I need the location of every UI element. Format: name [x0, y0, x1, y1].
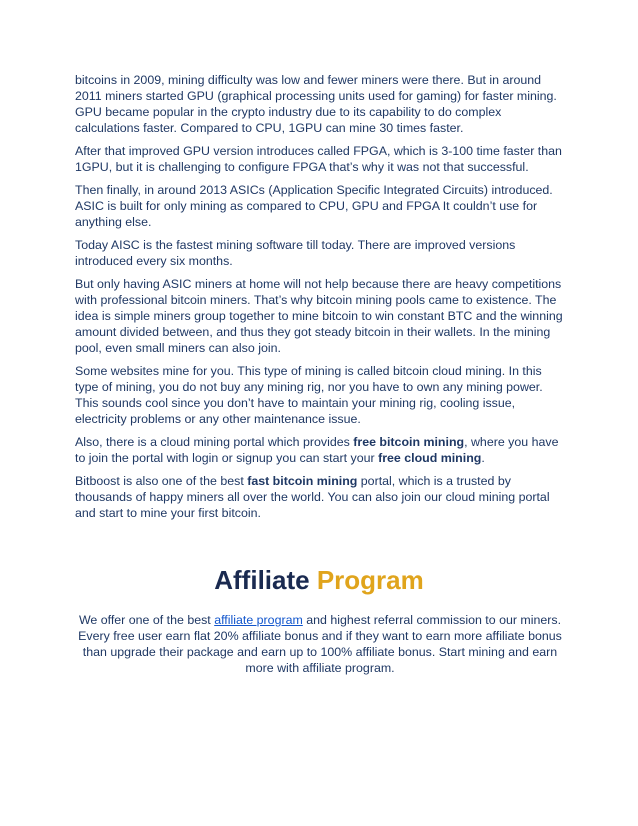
text-segment: . — [481, 451, 485, 465]
text-segment: and highest referral commission to our miners. Every free user earn flat 20% affiliate bonus and if they want to earn more affiliate bonus than upgrade their package and earn up to 100% affiliate bonus. Start mining and earn more with affiliate program. — [78, 613, 562, 675]
paragraph-mining-pools: But only having ASIC miners at home will not help because there are heavy competitions with professional bitcoin miners. That’s why bitcoin mining pools came to existence. The idea is simple miners group together to mine bitcoin to win constant BTC and the winning amount divided between, and thus they got steady bitcoin in their wallets. In the mining pool, even small miners can also join. — [75, 277, 563, 355]
heading-word-affiliate: Affiliate — [214, 565, 310, 595]
bold-fast-bitcoin-mining: fast bitcoin mining — [247, 474, 358, 488]
bold-free-cloud-mining: free cloud mining — [378, 451, 482, 465]
affiliate-paragraph — [72, 612, 568, 676]
paragraph-cloud-portal — [75, 434, 567, 466]
paragraph-cloud-mining: Some websites mine for you. This type of mining is called bitcoin cloud mining. In this type of mining, you do not buy any mining rig, nor you have to own any mining power. This sounds cool since you don’t have to maintain your mining rig, cooling issue, electricity problems or any other maintenance issue. — [75, 364, 543, 426]
paragraph-aisc-fastest: Today AISC is the fastest mining software till today. There are improved versions introduced every six months. — [75, 238, 516, 268]
text-segment: , where you have to join the portal with login or signup you can start your — [75, 435, 559, 465]
bold-free-bitcoin-mining: free bitcoin mining — [353, 435, 465, 449]
paragraph-asic: Then finally, in around 2013 ASICs (Application Specific Integrated Circuits) introduced. ASIC is built for only mining as compared to CPU, GPU and FPGA It couldn’t use for anything else. — [75, 183, 553, 229]
paragraph-bitboost — [75, 473, 567, 521]
article-body — [75, 72, 567, 528]
text-segment: We offer one of the best — [78, 613, 215, 627]
paragraph-gpu-mining: bitcoins in 2009, mining difficulty was low and fewer miners were there. But in around 2011 miners started GPU (graphical processing units used for gaming) for faster mining. GPU became popular in the crypto industry due to its capability to do complex calculations faster. Compared to CPU, 1GPU can mine 30 times faster. — [75, 73, 557, 135]
text-segment: Also, there is a cloud mining portal which provides — [75, 435, 354, 449]
heading-word-program: Program — [316, 565, 424, 595]
affiliate-program-link[interactable]: affiliate program — [214, 613, 303, 627]
affiliate-program-heading — [0, 564, 638, 596]
paragraph-fpga: After that improved GPU version introduces called FPGA, which is 3-100 time faster than 1GPU, but it is challenging to configure FPGA that’s why it was not that successful. — [75, 144, 562, 174]
text-segment: Bitboost is also one of the best — [75, 474, 248, 488]
text-segment: portal, which is a trusted by thousands of happy miners all over the world. You can also join our cloud mining portal and start to mine your first bitcoin. — [75, 474, 550, 520]
